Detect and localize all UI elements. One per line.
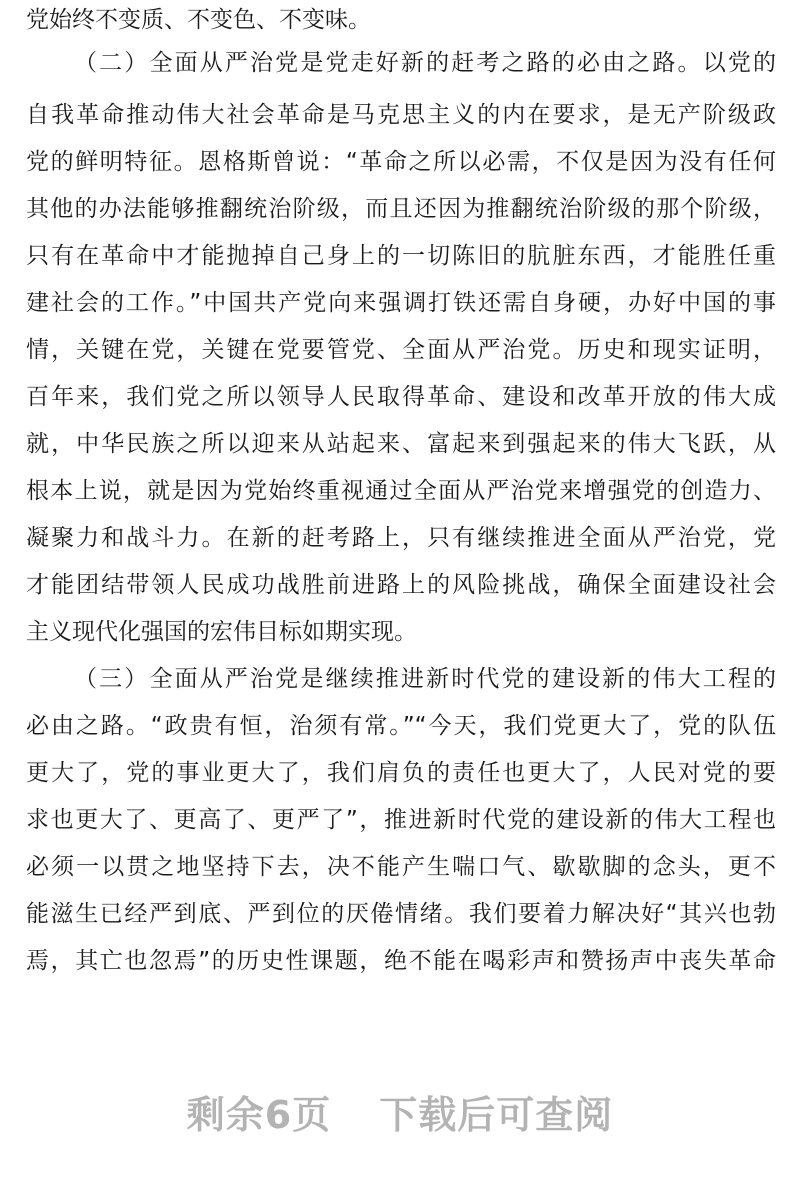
download-prompt[interactable] <box>0 1085 800 1145</box>
paragraph-line: （二）全面从严治党是党走好新的赶考之路的必由之路。以党的 <box>74 50 776 76</box>
download-to-view-label: 下载后可查阅 <box>379 1093 614 1137</box>
paragraph-line: 党的鲜明特征。恩格斯曾说：“革命之所以必需，不仅是因为没有任何 <box>26 149 776 175</box>
paragraph-line: 就，中华民族之所以迎来从站起来、富起来到强起来的伟大飞跃，从 <box>26 431 776 457</box>
paragraph-line: 建社会的工作。”中国共产党向来强调打铁还需自身硬，办好中国的事 <box>26 290 776 316</box>
paragraph-line: 求也更大了、更高了、更严了”，推进新时代党的建设新的伟大工程也 <box>26 807 776 833</box>
paragraph-line: 党始终不变质、不变色、不变味。 <box>26 7 371 33</box>
paragraph-line: 凝聚力和战斗力。在新的赶考路上，只有继续推进全面从严治党，党 <box>26 525 776 551</box>
paragraph-line: 其他的办法能够推翻统治阶级，而且还因为推翻统治阶级的那个阶级， <box>26 196 776 222</box>
paragraph-line: 主义现代化强国的宏伟目标如期实现。 <box>26 619 417 645</box>
paragraph-line: 只有在革命中才能抛掉自己身上的一切陈旧的肮脏东西，才能胜任重 <box>26 243 776 269</box>
paragraph-line: 情，关键在党，关键在党要管党、全面从严治党。历史和现实证明， <box>26 337 776 363</box>
paragraph-line: 必须一以贯之地坚持下去，决不能产生喘口气、歇歇脚的念头，更不 <box>26 854 776 880</box>
remaining-pages-label: 剩余6页 <box>186 1093 332 1137</box>
paragraph-line: 才能团结带领人民成功战胜前进路上的风险挑战，确保全面建设社会 <box>26 572 776 598</box>
paragraph-line: 根本上说，就是因为党始终重视通过全面从严治党来增强党的创造力、 <box>26 478 776 504</box>
paragraph-line: 自我革命推动伟大社会革命是马克思主义的内在要求，是无产阶级政 <box>26 102 776 128</box>
paragraph-line: 能滋生已经严到底、严到位的厌倦情绪。我们要着力解决好“其兴也勃 <box>26 901 776 927</box>
paragraph-line: 焉，其亡也忽焉”的历史性课题，绝不能在喝彩声和赞扬声中丧失革命 <box>26 948 776 974</box>
paragraph-line: 百年来，我们党之所以领导人民取得革命、建设和改革开放的伟大成 <box>26 384 776 410</box>
paragraph-line: 必由之路。“政贵有恒，治须有常。”“今天，我们党更大了，党的队伍 <box>26 713 776 739</box>
paragraph-line: （三）全面从严治党是继续推进新时代党的建设新的伟大工程的 <box>74 666 776 692</box>
paragraph-line: 更大了，党的事业更大了，我们肩负的责任也更大了，人民对党的要 <box>26 760 776 786</box>
